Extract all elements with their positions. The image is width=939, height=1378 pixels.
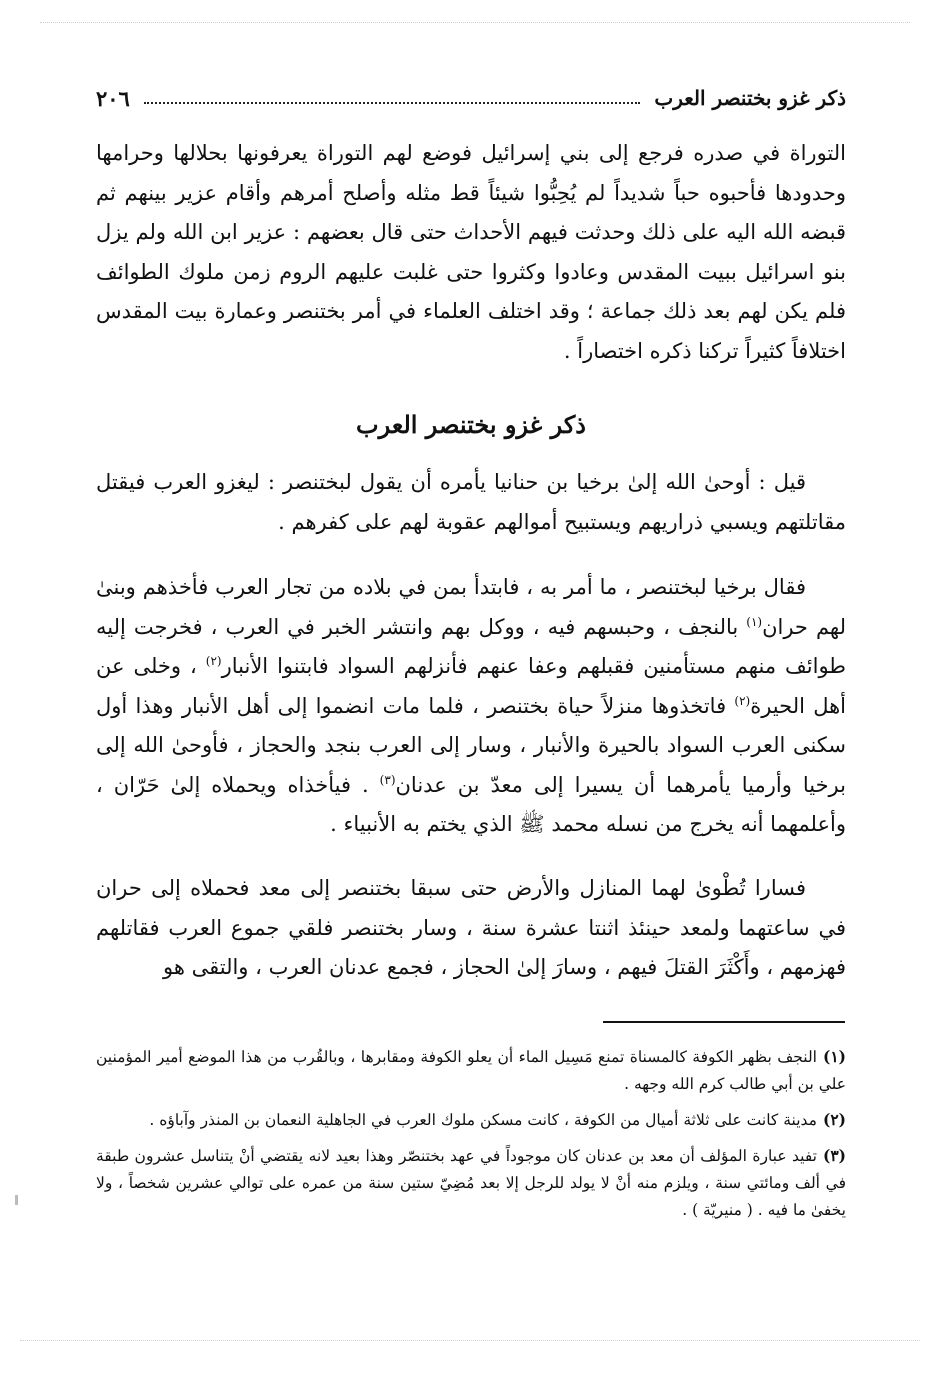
paragraph-journey: فسارا تُطْوىٰ لهما المنازل والأرض حتى سبقا بختنصر إلى معد فحملاه إلى حران في ساعتهما ولمعد حينئذ اثنتا عشرة سنة ، وسار بختنصر فلقي جموع العرب فقاتلهم فهزمهم ، وأَكْثَرَ القتلَ فيهم ، وسارَ إلىٰ الحجاز ، فجمع عدنان العرب ، والتقى هو bbox=[96, 876, 846, 979]
footnote-text: النجف بظهر الكوفة كالمسناة تمنع مَسِيل الماء أن يعلو الكوفة ومقابرها ، وبالقُرب من هذا الموضع أمير المؤمنين علي بن أبي طالب كرم الله وجهه . bbox=[96, 1048, 846, 1093]
footnotes bbox=[96, 1043, 846, 1232]
paragraph-continued: التوراة في صدره فرجع إلى بني إسرائيل فوضع لهم التوراة يعرفونها بحلالها وحرامها وحدودها فأحبوه حباً شديداً لم يُحِبُّوا شيئاً قط مثله وأصلح أمرهم وأقام عزير بينهم ثم قبضه الله اليه على ذلك وحدثت فيهم الأحداث حتى قال بعضهم : عزير ابن الله ولم يزل بنو اسرائيل ببيت المقدس وعادوا وكثروا حتى غلبت عليهم الروم زمن ملوك الطوائف فلم يكن لهم بعد ذلك جماعة ؛ وقد اختلف العلماء في أمر بختنصر وعمارة بيت المقدس اختلافاً كثيراً تركنا ذكره اختصاراً . bbox=[96, 141, 846, 363]
footnote-number: (٣) bbox=[822, 1146, 846, 1165]
paragraph-revelation: قيل : أوحىٰ الله إلىٰ برخيا بن حنانيا يأمره أن يقول لبختنصر : ليغزو العرب فيقتل مقاتلتهم ويسبي ذراريهم ويستبيح أموالهم عقوبة لهم على كفرهم . bbox=[96, 470, 846, 534]
footnote-number: (٢) bbox=[822, 1110, 846, 1129]
running-title: ذكر غزو بختنصر العرب bbox=[654, 86, 846, 110]
footnote-text: مدينة كانت على ثلاثة أميال من الكوفة ، كانت مسكن ملوك العرب في الجاهلية النعمان بن المنذر وآباؤه . bbox=[149, 1111, 817, 1129]
footnote-2 bbox=[96, 1106, 846, 1134]
paragraph-text: بالنجف ، وحبسهم فيه ، ووكل بهم وانتشر الخبر في العرب ، فخرجت إليه طوائف منهم مستأمنين فقبلهم وعفا عنهم فأنزلهم السواد فابتنوا الأنبار bbox=[96, 614, 847, 678]
paragraph-text: . فيأخذاه ويحملاه إلىٰ حَرّان ، وأعلمهما أنه يخرج من نسله محمد ﷺ الذي يختم به الأنبياء . bbox=[96, 772, 846, 836]
footnote-ref-2: (٢) bbox=[734, 693, 751, 708]
footnote-ref-3: (٣) bbox=[379, 772, 396, 787]
scan-edge-top bbox=[40, 8, 910, 23]
footnote-separator bbox=[603, 1021, 845, 1023]
footnote-3 bbox=[96, 1142, 846, 1224]
scan-speck bbox=[15, 1195, 18, 1205]
paragraph-barkhiya bbox=[96, 568, 846, 845]
footnote-text: تفيد عبارة المؤلف أن معد بن عدنان كان موجوداً في عهد بختنصّر وهذا بعيد لانه يقتضي أنْ يتناسل عشرون طبقة في ألف ومائتي سنة ، ويلزم منه أنْ لا يولد للرجل إلا بعد مُضِيّ ستين سنة من عمره على توالي عشرين شخصاً ، ولا يخفىٰ ما فيه . ( منيريّة ) . bbox=[96, 1147, 846, 1219]
footnote-number: (١) bbox=[822, 1047, 846, 1066]
section-heading: ذكر غزو بختنصر العرب bbox=[356, 410, 586, 439]
footnote-ref-2: (٢) bbox=[205, 654, 222, 668]
page-header bbox=[96, 80, 846, 116]
paragraph-text: فاتخذوها منزلاً حياة بختنصر ، فلما مات انضموا إلى أهل الأنبار وهذا أول سكنى العرب السواد بالحيرة والأنبار ، وسار إلى العرب بنجد والحجاز ، فأوحىٰ الله إلى برخيا وأرميا يأمرهما أن يسيرا إلى معدّ بن عدنان bbox=[96, 693, 846, 797]
paragraph-text: ، وخلى عن أهل الحيرة bbox=[96, 654, 847, 718]
page-number: ٢٠٦ bbox=[96, 85, 130, 111]
footnote-1 bbox=[96, 1043, 846, 1098]
scan-edge-bottom bbox=[20, 1340, 920, 1342]
header-dotted-rule bbox=[144, 102, 641, 104]
footnote-ref-1: (١) bbox=[746, 614, 763, 629]
paragraph-text: فقال برخيا لبختنصر ، ما أمر به ، فابتدأ بمن في بلاده من تجار العرب فأخذهم وبنىٰ لهم حران bbox=[96, 575, 847, 639]
